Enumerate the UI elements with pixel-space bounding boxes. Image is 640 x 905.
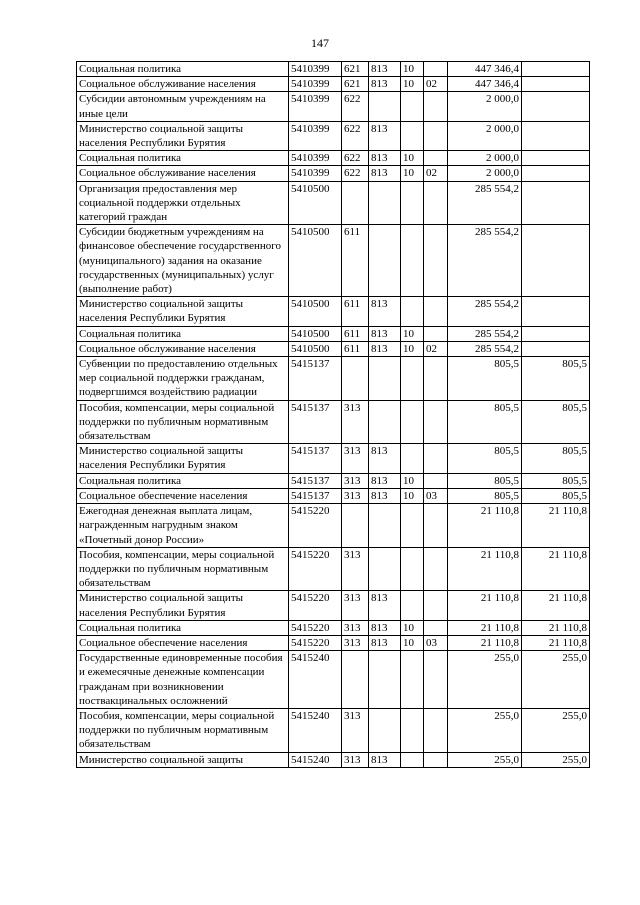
target-article-cell: 5410500 (289, 326, 342, 341)
target-article-cell: 5410399 (289, 77, 342, 92)
ministry-code-cell: 813 (369, 297, 401, 326)
subsection-code-cell (424, 444, 448, 473)
amount-cell: 255,0 (448, 708, 522, 752)
target-article-cell: 5415137 (289, 444, 342, 473)
subsection-code-cell (424, 473, 448, 488)
target-article-cell: 5410500 (289, 181, 342, 225)
table-row (77, 151, 590, 166)
subsection-code-cell: 03 (424, 635, 448, 650)
ministry-code-cell (369, 504, 401, 548)
section-code-cell: 10 (401, 473, 424, 488)
subsection-code-cell (424, 181, 448, 225)
ministry-code-cell (369, 708, 401, 752)
amount-cell-secondary: 805,5 (522, 400, 590, 444)
subsection-code-cell (424, 225, 448, 297)
amount-cell-secondary: 255,0 (522, 708, 590, 752)
amount-cell: 255,0 (448, 651, 522, 709)
table-row (77, 708, 590, 752)
section-code-cell (401, 121, 424, 150)
amount-cell-secondary (522, 121, 590, 150)
expense-type-cell: 313 (342, 400, 369, 444)
row-name-cell: Министерство социальной защиты населения Республики Бурятия (77, 297, 289, 326)
section-code-cell (401, 400, 424, 444)
subsection-code-cell (424, 708, 448, 752)
subsection-code-cell (424, 400, 448, 444)
section-code-cell (401, 444, 424, 473)
subsection-code-cell (424, 326, 448, 341)
amount-cell: 21 110,8 (448, 635, 522, 650)
amount-cell-secondary (522, 151, 590, 166)
target-article-cell: 5410399 (289, 62, 342, 77)
subsection-code-cell (424, 620, 448, 635)
section-code-cell (401, 297, 424, 326)
page-number: 147 (311, 36, 329, 50)
table-row (77, 620, 590, 635)
row-name-cell: Социальное обслуживание населения (77, 166, 289, 181)
subsection-code-cell (424, 357, 448, 401)
section-code-cell: 10 (401, 635, 424, 650)
amount-cell: 285 554,2 (448, 297, 522, 326)
table-row (77, 297, 590, 326)
ministry-code-cell (369, 357, 401, 401)
expense-type-cell: 313 (342, 444, 369, 473)
section-code-cell: 10 (401, 341, 424, 356)
table-row (77, 77, 590, 92)
amount-cell-secondary (522, 62, 590, 77)
target-article-cell: 5415220 (289, 620, 342, 635)
subsection-code-cell (424, 504, 448, 548)
ministry-code-cell: 813 (369, 121, 401, 150)
amount-cell: 447 346,4 (448, 77, 522, 92)
row-name-cell: Министерство социальной защиты населения Республики Бурятия (77, 121, 289, 150)
table-row (77, 504, 590, 548)
amount-cell-secondary (522, 225, 590, 297)
amount-cell-secondary (522, 77, 590, 92)
row-name-cell: Субсидии бюджетным учреждениям на финансовое обеспечение государственного (муниципального) задания на оказание государственных (муниципальных) услуг (выполнение работ) (77, 225, 289, 297)
section-code-cell: 10 (401, 326, 424, 341)
amount-cell: 2 000,0 (448, 92, 522, 121)
section-code-cell (401, 547, 424, 591)
target-article-cell: 5410399 (289, 92, 342, 121)
table-row (77, 591, 590, 620)
expense-type-cell (342, 504, 369, 548)
amount-cell: 2 000,0 (448, 151, 522, 166)
subsection-code-cell (424, 591, 448, 620)
subsection-code-cell (424, 92, 448, 121)
amount-cell-secondary: 805,5 (522, 473, 590, 488)
subsection-code-cell: 02 (424, 77, 448, 92)
amount-cell: 21 110,8 (448, 547, 522, 591)
target-article-cell: 5415137 (289, 357, 342, 401)
target-article-cell: 5415220 (289, 547, 342, 591)
ministry-code-cell: 813 (369, 591, 401, 620)
expense-type-cell: 611 (342, 225, 369, 297)
row-name-cell: Министерство социальной защиты (77, 752, 289, 767)
table-row (77, 488, 590, 503)
ministry-code-cell: 813 (369, 77, 401, 92)
amount-cell: 21 110,8 (448, 504, 522, 548)
table-row (77, 547, 590, 591)
row-name-cell: Ежегодная денежная выплата лицам, награжденным нагрудным знаком «Почетный донор России» (77, 504, 289, 548)
table-row (77, 181, 590, 225)
expense-type-cell: 611 (342, 341, 369, 356)
subsection-code-cell: 02 (424, 166, 448, 181)
target-article-cell: 5415240 (289, 752, 342, 767)
row-name-cell: Организация предоставления мер социальной поддержки отдельных категорий граждан (77, 181, 289, 225)
expense-type-cell: 621 (342, 62, 369, 77)
ministry-code-cell: 813 (369, 444, 401, 473)
target-article-cell: 5415137 (289, 473, 342, 488)
target-article-cell: 5415220 (289, 591, 342, 620)
ministry-code-cell: 813 (369, 341, 401, 356)
ministry-code-cell: 813 (369, 62, 401, 77)
target-article-cell: 5410500 (289, 225, 342, 297)
table-row (77, 121, 590, 150)
amount-cell-secondary: 255,0 (522, 752, 590, 767)
target-article-cell: 5410500 (289, 297, 342, 326)
amount-cell-secondary: 21 110,8 (522, 635, 590, 650)
table-row (77, 341, 590, 356)
row-name-cell: Пособия, компенсации, меры социальной поддержки по публичным нормативным обязательствам (77, 400, 289, 444)
amount-cell-secondary: 255,0 (522, 651, 590, 709)
expense-type-cell: 611 (342, 326, 369, 341)
section-code-cell: 10 (401, 151, 424, 166)
section-code-cell (401, 651, 424, 709)
section-code-cell: 10 (401, 77, 424, 92)
subsection-code-cell (424, 752, 448, 767)
ministry-code-cell: 813 (369, 326, 401, 341)
row-name-cell: Министерство социальной защиты населения Республики Бурятия (77, 444, 289, 473)
row-name-cell: Министерство социальной защиты населения Республики Бурятия (77, 591, 289, 620)
amount-cell-secondary (522, 341, 590, 356)
ministry-code-cell: 813 (369, 620, 401, 635)
row-name-cell: Социальная политика (77, 151, 289, 166)
section-code-cell (401, 591, 424, 620)
target-article-cell: 5415220 (289, 635, 342, 650)
amount-cell-secondary (522, 92, 590, 121)
row-name-cell: Субвенции по предоставлению отдельных мер социальной поддержки гражданам, подвергшимся воздействию радиации (77, 357, 289, 401)
target-article-cell: 5415240 (289, 651, 342, 709)
expense-type-cell: 611 (342, 297, 369, 326)
amount-cell-secondary: 21 110,8 (522, 591, 590, 620)
budget-table (76, 61, 590, 768)
amount-cell: 805,5 (448, 488, 522, 503)
subsection-code-cell (424, 651, 448, 709)
subsection-code-cell (424, 62, 448, 77)
ministry-code-cell: 813 (369, 473, 401, 488)
subsection-code-cell: 03 (424, 488, 448, 503)
ministry-code-cell (369, 92, 401, 121)
target-article-cell: 5410399 (289, 151, 342, 166)
amount-cell: 805,5 (448, 400, 522, 444)
amount-cell: 447 346,4 (448, 62, 522, 77)
amount-cell-secondary (522, 326, 590, 341)
row-name-cell: Субсидии автономным учреждениям на иные цели (77, 92, 289, 121)
amount-cell: 2 000,0 (448, 166, 522, 181)
row-name-cell: Пособия, компенсации, меры социальной поддержки по публичным нормативным обязательствам (77, 708, 289, 752)
ministry-code-cell (369, 225, 401, 297)
subsection-code-cell: 02 (424, 341, 448, 356)
ministry-code-cell (369, 547, 401, 591)
section-code-cell (401, 92, 424, 121)
expense-type-cell (342, 651, 369, 709)
expense-type-cell: 313 (342, 547, 369, 591)
target-article-cell: 5415137 (289, 488, 342, 503)
row-name-cell: Социальное обслуживание населения (77, 77, 289, 92)
section-code-cell (401, 225, 424, 297)
table-row (77, 473, 590, 488)
section-code-cell (401, 708, 424, 752)
section-code-cell: 10 (401, 620, 424, 635)
subsection-code-cell (424, 547, 448, 591)
subsection-code-cell (424, 151, 448, 166)
section-code-cell (401, 181, 424, 225)
expense-type-cell: 313 (342, 488, 369, 503)
expense-type-cell (342, 181, 369, 225)
table-row (77, 635, 590, 650)
table-body (77, 62, 590, 768)
target-article-cell: 5410500 (289, 341, 342, 356)
ministry-code-cell: 813 (369, 166, 401, 181)
section-code-cell (401, 752, 424, 767)
target-article-cell: 5415220 (289, 504, 342, 548)
expense-type-cell: 622 (342, 92, 369, 121)
target-article-cell: 5415137 (289, 400, 342, 444)
amount-cell: 255,0 (448, 752, 522, 767)
row-name-cell: Социальное обеспечение населения (77, 635, 289, 650)
section-code-cell (401, 357, 424, 401)
target-article-cell: 5410399 (289, 121, 342, 150)
row-name-cell: Социальная политика (77, 326, 289, 341)
row-name-cell: Социальная политика (77, 473, 289, 488)
section-code-cell: 10 (401, 166, 424, 181)
amount-cell: 285 554,2 (448, 181, 522, 225)
table-row (77, 400, 590, 444)
section-code-cell: 10 (401, 62, 424, 77)
ministry-code-cell: 813 (369, 752, 401, 767)
subsection-code-cell (424, 297, 448, 326)
ministry-code-cell: 813 (369, 488, 401, 503)
amount-cell: 805,5 (448, 357, 522, 401)
expense-type-cell: 313 (342, 635, 369, 650)
section-code-cell: 10 (401, 488, 424, 503)
ministry-code-cell (369, 651, 401, 709)
subsection-code-cell (424, 121, 448, 150)
amount-cell-secondary: 805,5 (522, 488, 590, 503)
amount-cell-secondary: 21 110,8 (522, 620, 590, 635)
amount-cell-secondary: 805,5 (522, 357, 590, 401)
amount-cell-secondary (522, 166, 590, 181)
amount-cell: 805,5 (448, 473, 522, 488)
amount-cell-secondary: 21 110,8 (522, 547, 590, 591)
table-row (77, 166, 590, 181)
amount-cell: 805,5 (448, 444, 522, 473)
expense-type-cell: 313 (342, 752, 369, 767)
ministry-code-cell: 813 (369, 151, 401, 166)
expense-type-cell: 622 (342, 166, 369, 181)
amount-cell: 21 110,8 (448, 620, 522, 635)
row-name-cell: Государственные единовременные пособия и ежемесячные денежные компенсации гражданам при возникновении поствакцинальных осложнений (77, 651, 289, 709)
table-row (77, 444, 590, 473)
amount-cell: 285 554,2 (448, 341, 522, 356)
section-code-cell (401, 504, 424, 548)
expense-type-cell: 621 (342, 77, 369, 92)
target-article-cell: 5410399 (289, 166, 342, 181)
table-row (77, 326, 590, 341)
ministry-code-cell (369, 400, 401, 444)
amount-cell-secondary (522, 297, 590, 326)
table-row (77, 92, 590, 121)
expense-type-cell: 313 (342, 473, 369, 488)
table-row (77, 62, 590, 77)
row-name-cell: Социальная политика (77, 62, 289, 77)
row-name-cell: Пособия, компенсации, меры социальной поддержки по публичным нормативным обязательствам (77, 547, 289, 591)
table-row (77, 225, 590, 297)
expense-type-cell: 622 (342, 121, 369, 150)
amount-cell: 285 554,2 (448, 225, 522, 297)
expense-type-cell: 313 (342, 708, 369, 752)
target-article-cell: 5415240 (289, 708, 342, 752)
amount-cell: 285 554,2 (448, 326, 522, 341)
table-row (77, 357, 590, 401)
ministry-code-cell (369, 181, 401, 225)
table-row (77, 651, 590, 709)
amount-cell: 21 110,8 (448, 591, 522, 620)
row-name-cell: Социальное обслуживание населения (77, 341, 289, 356)
row-name-cell: Социальная политика (77, 620, 289, 635)
ministry-code-cell: 813 (369, 635, 401, 650)
amount-cell-secondary: 21 110,8 (522, 504, 590, 548)
table-row (77, 752, 590, 767)
amount-cell-secondary: 805,5 (522, 444, 590, 473)
row-name-cell: Социальное обеспечение населения (77, 488, 289, 503)
expense-type-cell (342, 357, 369, 401)
amount-cell: 2 000,0 (448, 121, 522, 150)
amount-cell-secondary (522, 181, 590, 225)
expense-type-cell: 313 (342, 620, 369, 635)
expense-type-cell: 313 (342, 591, 369, 620)
expense-type-cell: 622 (342, 151, 369, 166)
